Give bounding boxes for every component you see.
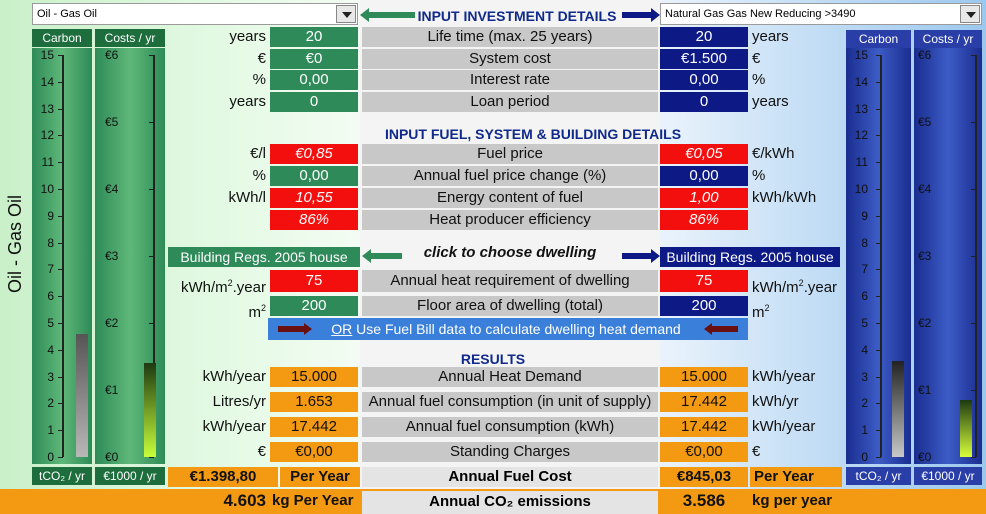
right-carbon-header: Carbon: [846, 30, 911, 48]
carbon-tick-label: 8: [861, 235, 868, 250]
carbon-tick-label: 0: [861, 450, 868, 464]
row-left-unit: €: [257, 49, 266, 67]
carbon-tick-mark: [876, 82, 881, 83]
carbon-tick-label: 4: [47, 342, 54, 357]
chevron-down-icon[interactable]: [960, 5, 980, 23]
left-annual-cost: €1.398,80: [168, 467, 278, 487]
row-right-unit: %: [752, 167, 766, 184]
heat-label: Annual heat requirement of dwelling: [362, 270, 658, 292]
carbon-tick-mark: [876, 403, 881, 404]
area-left-unit: $m^2$: [248, 303, 266, 321]
carbon-tick-mark: [876, 55, 881, 56]
cost-tick-mark: [971, 457, 976, 458]
row-left-value[interactable]: 0,00: [270, 166, 358, 186]
row-right-value[interactable]: 0,00: [660, 166, 748, 186]
row-label: Standing Charges: [362, 442, 658, 462]
left-fuel-dropdown[interactable]: [32, 3, 358, 25]
carbon-tick-mark: [58, 109, 63, 110]
carbon-tick-label: 5: [861, 316, 868, 330]
left-fuel-dropdown-value: Oil - Gas Oil: [37, 8, 97, 20]
carbon-tick-mark: [876, 323, 881, 324]
right-co2-unit: kg per year: [752, 492, 833, 509]
cost-tick-mark: [971, 256, 976, 257]
carbon-tick-label: 7: [47, 262, 54, 277]
heat-right-value[interactable]: 75: [660, 270, 748, 292]
row-left-unit: kWh/l: [228, 189, 266, 206]
carbon-tick-mark: [876, 296, 881, 297]
click-to-choose-dwelling[interactable]: click to choose dwelling: [423, 244, 597, 261]
carbon-tick-mark: [58, 296, 63, 297]
carbon-tick-mark: [876, 216, 881, 217]
carbon-tick-label: 9: [47, 208, 54, 223]
arrow-left-icon: [704, 323, 738, 335]
cost-tick-label: €5: [105, 115, 119, 129]
row-left-value[interactable]: 1.653: [270, 392, 358, 412]
carbon-tick-label: 2: [47, 396, 54, 411]
area-label: Floor area of dwelling (total): [362, 296, 658, 316]
row-right-unit: kWh/yr: [752, 393, 799, 410]
carbon-tick-mark: [876, 243, 881, 244]
cost-tick-label: €1: [918, 383, 932, 397]
carbon-tick-mark: [876, 377, 881, 378]
carbon-tick-label: 15: [854, 48, 868, 62]
row-right-unit: €/kWh: [752, 145, 795, 162]
cost-tick-mark: [149, 122, 154, 123]
row-left-unit: years: [229, 28, 266, 45]
carbon-axis: [880, 55, 882, 457]
row-right-unit: kWh/year: [752, 368, 816, 385]
carbon-tick-mark: [876, 189, 881, 190]
row-label: System cost: [362, 49, 658, 69]
carbon-tick-mark: [58, 189, 63, 190]
results-title: RESULTS: [460, 351, 526, 367]
cost-tick-label: €2: [918, 316, 932, 330]
row-left-unit: years: [229, 92, 266, 110]
right-annual-cost: €845,03: [660, 467, 748, 487]
cost-level-bar: [144, 363, 156, 457]
row-right-value[interactable]: 0,00: [660, 70, 748, 90]
row-left-value[interactable]: €0: [270, 49, 358, 69]
carbon-tick-mark: [58, 403, 63, 404]
arrow-right-icon: [622, 249, 660, 263]
cost-tick-mark: [971, 390, 976, 391]
carbon-tick-label: 1: [861, 423, 868, 438]
row-right-value[interactable]: €1.500: [660, 49, 748, 69]
carbon-tick-label: 3: [861, 369, 868, 384]
right-co2-value: 3.586: [682, 491, 726, 510]
carbon-tick-mark: [58, 243, 63, 244]
cost-tick-mark: [149, 256, 154, 257]
carbon-axis: [62, 55, 64, 457]
carbon-tick-mark: [58, 457, 63, 458]
row-left-value[interactable]: €0,00: [270, 442, 358, 462]
arrow-left-icon: [360, 8, 415, 22]
carbon-tick-label: 6: [47, 289, 54, 304]
carbon-tick-mark: [876, 269, 881, 270]
cost-tick-mark: [971, 55, 976, 56]
carbon-tick-label: 6: [861, 289, 868, 304]
vertical-fuel-label: Oil - Gas Oil: [5, 195, 25, 294]
row-right-value[interactable]: 17.442: [660, 417, 748, 437]
cost-tick-label: €2: [105, 316, 119, 330]
area-left-value[interactable]: 200: [270, 296, 358, 316]
right-fuel-dropdown[interactable]: [660, 3, 982, 25]
cost-tick-mark: [971, 323, 976, 324]
row-left-value[interactable]: 20: [270, 27, 358, 47]
carbon-tick-mark: [58, 350, 63, 351]
row-left-value[interactable]: 17.442: [270, 417, 358, 437]
fuel-title: INPUT FUEL, SYSTEM & BUILDING DETAILS: [384, 126, 682, 142]
row-left-value[interactable]: 0,00: [270, 70, 358, 90]
cost-tick-label: €3: [918, 249, 932, 263]
heat-left-value[interactable]: 75: [270, 270, 358, 292]
carbon-tick-mark: [876, 430, 881, 431]
cost-tick-label: €6: [105, 48, 119, 62]
carbon-tick-label: 13: [40, 101, 54, 116]
carbon-tick-label: 13: [854, 101, 868, 116]
row-label: Annual fuel consumption (kWh): [362, 417, 658, 437]
carbon-tick-mark: [876, 135, 881, 136]
row-right-unit: kWh/kWh: [752, 189, 817, 206]
row-label: Interest rate: [362, 70, 658, 90]
row-right-value[interactable]: 0: [660, 92, 748, 112]
carbon-tick-mark: [58, 377, 63, 378]
right-cost-unit: Per Year: [750, 467, 842, 487]
row-label: Heat producer efficiency: [362, 210, 658, 230]
left-co2-unit: kg Per Year: [272, 492, 354, 509]
carbon-tick-label: 9: [861, 208, 868, 223]
cost-tick-label: €3: [105, 249, 119, 263]
carbon-tick-mark: [876, 457, 881, 458]
row-left-value[interactable]: 86%: [270, 210, 358, 230]
heat-left-unit: kWh/$m^2.year$: [180, 278, 266, 296]
left-costs-header: Costs / yr: [95, 29, 165, 47]
cost-tick-mark: [971, 189, 976, 190]
chevron-down-icon[interactable]: [336, 5, 356, 23]
row-right-unit: years: [752, 92, 789, 110]
carbon-tick-mark: [58, 269, 63, 270]
cost-level-bar: [960, 400, 972, 457]
row-left-value[interactable]: €0,85: [270, 144, 358, 164]
row-right-value[interactable]: €0,00: [660, 442, 748, 462]
annual-fuel-cost-label: Annual Fuel Cost: [362, 467, 658, 487]
right-k1000-label: €1000 / yr: [914, 467, 982, 485]
left-dwelling-choice[interactable]: Building Regs. 2005 house: [168, 247, 360, 267]
carbon-tick-label: 10: [854, 182, 868, 196]
carbon-tick-label: 8: [47, 235, 54, 250]
row-right-value[interactable]: 86%: [660, 210, 748, 230]
carbon-tick-label: 14: [854, 74, 868, 89]
row-left-unit: €: [257, 443, 266, 460]
row-label: Energy content of fuel: [362, 188, 658, 208]
row-right-value[interactable]: 15.000: [660, 367, 748, 387]
cost-tick-label: €4: [918, 182, 932, 196]
left-tco2-label: tCO₂ / yr: [32, 467, 92, 485]
carbon-tick-mark: [876, 350, 881, 351]
carbon-tick-label: 15: [40, 48, 54, 62]
heat-right-unit: kWh/$m^2.year$: [752, 278, 838, 296]
carbon-tick-label: 5: [47, 316, 54, 330]
row-left-value[interactable]: 15.000: [270, 367, 358, 387]
carbon-tick-label: 12: [854, 128, 868, 143]
investment-title: INPUT INVESTMENT DETAILS: [417, 8, 617, 24]
row-left-unit: €/l: [250, 145, 266, 162]
fuel-bill-button[interactable]: [268, 318, 748, 340]
area-right-unit: $m^2$: [752, 303, 770, 321]
area-right-value[interactable]: 200: [660, 296, 748, 316]
right-costs-header: Costs / yr: [914, 30, 982, 48]
arrow-right-icon: [278, 323, 312, 335]
carbon-tick-label: 4: [861, 342, 868, 357]
cost-tick-mark: [971, 122, 976, 123]
carbon-tick-label: 3: [47, 369, 54, 384]
row-left-value[interactable]: 0: [270, 92, 358, 112]
right-tco2-label: tCO₂ / yr: [846, 467, 911, 485]
left-carbon-header: Carbon: [32, 29, 92, 47]
carbon-tick-mark: [58, 55, 63, 56]
cost-tick-mark: [149, 457, 154, 458]
row-left-unit: Litres/yr: [212, 393, 266, 410]
row-right-value[interactable]: 1,00: [660, 188, 748, 208]
carbon-tick-label: 11: [41, 155, 54, 170]
right-dwelling-choice[interactable]: Building Regs. 2005 house: [660, 247, 840, 267]
cost-tick-label: €1: [105, 383, 119, 397]
arrow-right-icon: [622, 8, 660, 22]
row-label: Fuel price: [362, 144, 658, 164]
carbon-tick-label: 1: [47, 423, 54, 438]
cost-tick-label: €0: [918, 450, 932, 464]
row-label: Loan period: [362, 92, 658, 112]
carbon-tick-label: 10: [40, 182, 54, 196]
carbon-tick-mark: [58, 430, 63, 431]
row-right-unit: %: [752, 71, 766, 88]
right-fuel-dropdown-value: Natural Gas Gas New Reducing >3490: [665, 8, 856, 20]
row-right-unit: €: [752, 49, 761, 67]
cost-tick-label: €4: [105, 182, 119, 196]
row-right-unit: years: [752, 28, 789, 45]
co2-label: Annual CO₂ emissions: [362, 491, 658, 514]
carbon-tick-label: 12: [40, 128, 54, 143]
carbon-level-bar: [76, 334, 88, 457]
carbon-tick-mark: [58, 82, 63, 83]
row-right-unit: €: [752, 443, 761, 460]
row-label: Life time (max. 25 years): [362, 27, 658, 47]
carbon-tick-mark: [58, 135, 63, 136]
cost-tick-mark: [149, 189, 154, 190]
carbon-tick-mark: [58, 162, 63, 163]
carbon-tick-mark: [876, 109, 881, 110]
cost-tick-mark: [149, 55, 154, 56]
cost-tick-label: €6: [918, 48, 932, 62]
left-cost-unit: Per Year: [280, 467, 360, 487]
carbon-tick-label: 14: [40, 74, 54, 89]
row-label: Annual fuel price change (%): [362, 166, 658, 186]
row-right-value[interactable]: 20: [660, 27, 748, 47]
row-left-unit: %: [252, 167, 266, 184]
carbon-tick-mark: [58, 216, 63, 217]
left-k1000-label: €1000 / yr: [95, 467, 165, 485]
row-left-unit: kWh/year: [202, 418, 266, 435]
row-right-value[interactable]: 17.442: [660, 392, 748, 412]
cost-tick-label: €0: [105, 450, 119, 464]
cost-tick-mark: [149, 323, 154, 324]
row-left-unit: %: [252, 71, 266, 88]
carbon-tick-label: 7: [861, 262, 868, 277]
arrow-left-icon: [362, 249, 402, 263]
row-label: Annual Heat Demand: [362, 367, 658, 387]
row-label: Annual fuel consumption (in unit of supply): [362, 392, 658, 412]
carbon-tick-label: 2: [861, 396, 868, 411]
row-right-value[interactable]: €0,05: [660, 144, 748, 164]
row-left-value[interactable]: 10,55: [270, 188, 358, 208]
carbon-tick-label: 11: [855, 155, 868, 170]
fuel-bill-label: OR Use Fuel Bill data to calculate dwelling heat demand: [331, 321, 681, 337]
carbon-tick-mark: [876, 162, 881, 163]
left-co2-value: 4.603: [223, 491, 266, 510]
carbon-tick-label: 0: [47, 450, 54, 464]
carbon-tick-mark: [58, 323, 63, 324]
carbon-level-bar: [892, 361, 904, 457]
row-left-unit: kWh/year: [202, 368, 266, 385]
cost-tick-label: €5: [918, 115, 932, 129]
row-right-unit: kWh/year: [752, 418, 816, 435]
